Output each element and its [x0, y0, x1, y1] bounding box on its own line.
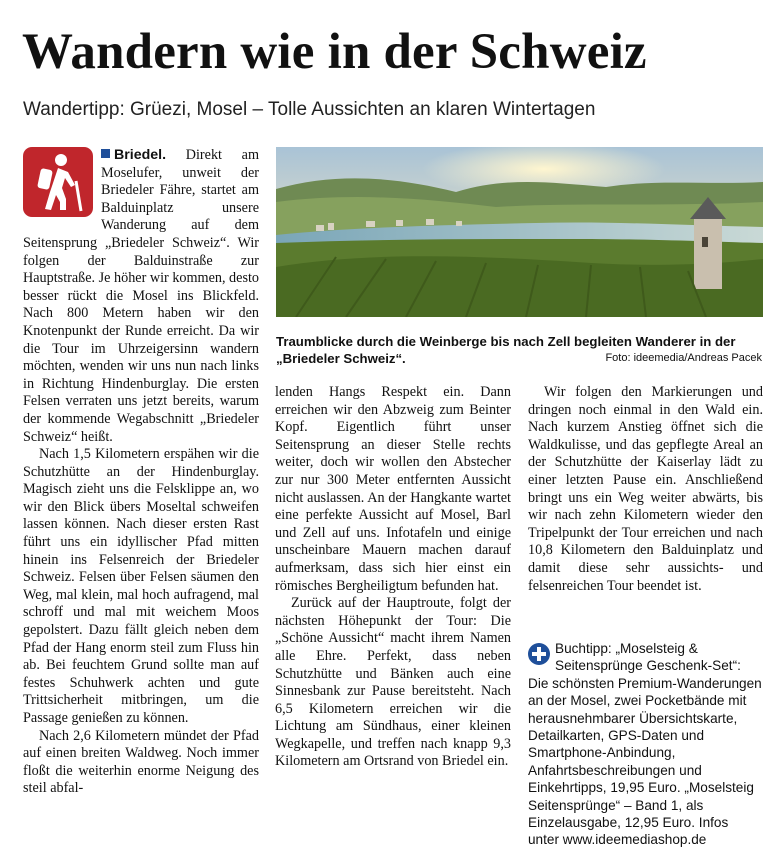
photo-credit: Foto: ideemedia/Andreas Pacek — [605, 352, 762, 364]
photo-caption: Traumblicke durch die Weinberge bis nach Zell begleiten Wanderer in der „Briedeler Schweiz“. — [276, 334, 736, 366]
paragraph: Direkt am Moselufer, unweit der Briedeler Fähre, startet am Balduinplatz unsere Wanderung auf dem Seitensprung „Briedeler Schweiz“. Wir folgen der Balduinstraße zur Hauptstraße. Je höher wir kommen, desto besser rückt die Mosel ins Blickfeld. Nach 800 Metern haben wir den Knotenpunkt der Runde erreicht. Da wir die Tour im Uhrzeigersinn wandern möchten, wenden wir uns nun nach links in Richtung Hindenburglay. Die ersten Felsen verraten uns jetzt bereits, warum der kommende Wegabschnitt „Briedeler Schweiz“ heißt. — [23, 147, 260, 445]
section-marker — [101, 149, 110, 158]
paragraph: Nach 1,5 Kilometern erspähen wir die Schutzhütte an der Hindenburglay. Magisch zieht uns die Felsklippe an, wo wir den Blick übers Moseltal schweifen lassen können. Nach dieser ersten Rast führt uns ein idyllischer Pfad mitten hinein ins Felsenreich der Briedeler Schweiz. Felsen über Felsen säumen den Weg, mal klein, mal hoch aufragend, mal schroff und mal mit weichem Moos gepolstert. Dazu fällt gleich neben dem Pfad der Hang enorm steil zum Fluss hin ab. Bei feuchtem Grund sollte man auf festes Schuhwerk achten und gute Trittsicherheit mitbringen, um die Passage genießen zu können. — [23, 446, 259, 726]
paragraph: Wir folgen den Markierungen und dringen noch einmal in den Wald ein. Nach kurzem Anstieg öffnet sich die Waldkulisse, und das gepflegte Areal an der Schutzhütte der Kaiserlay lädt zu einer letzten Pause ein. Anschließend bringt uns ein Weg weiter abwärts, bis wir nach zehn Kilometern wieder den Tripelpunkt der Tour erreichen und nach 10,8 Kilometern den Balduinplatz und damit diese sehr aussichts- und felsenreichen Tour beendet ist. — [528, 384, 763, 594]
article-column-2 — [275, 384, 511, 771]
dateline: Briedel. — [114, 147, 167, 163]
subheadline: Wandertipp: Grüezi, Mosel – Tolle Aussichten an klaren Wintertagen — [23, 99, 596, 120]
paragraph: Nach 2,6 Kilometern mündet der Pfad auf einen breiten Waldweg. Noch immer floßt die weiterhin enorme Neigung des steil abfal- — [23, 727, 259, 797]
vineyard-photo — [276, 147, 763, 317]
article-column-1 — [23, 147, 259, 798]
paragraph: Zurück auf der Hauptroute, folgt der nächsten Höhepunkt der Tour: Die „Schöne Aussicht“ macht ihrem Namen alle Ehre. Perfekt, dass neben Schutzhütte und Bänken auch eine Sinnesbank zur Pause bereitsteht. Nach 6,5 Kilometern erreichen wir die Lichtung am Sündhaus, einer kleinen Wegkapelle, und treffen nach knapp 9,3 Kilometern am Ortsrand von Briedel ein. — [275, 595, 511, 770]
hiker-icon — [23, 147, 93, 217]
plus-circle-icon — [528, 643, 550, 665]
book-tip — [528, 640, 763, 849]
book-tip-text: Buchtipp: „Moselsteig & Seitensprünge Geschenk-Set“: Die schönsten Premium-Wanderungen an der Mosel, zwei Pocketbände mit herausnehmbarer Übersichtskarte, Detailkarten, GPS-Daten und Smartphone-Anbindung, Anfahrtsbeschreibungen und Einkehrtipps, 19,95 Euro. „Moselsteig Seitensprünge“ – Band 1, als Einzelausgabe, 12,95 Euro. Infos unter www.ideemediashop.de — [528, 641, 762, 848]
article-column-3 — [528, 384, 763, 595]
headline: Wandern wie in der Schweiz — [22, 24, 647, 80]
paragraph: lenden Hangs Respekt ein. Dann erreichen wir den Abzweig zum Beinter Kopf. Eigentlich führt unser Seitensprung an dieser Stelle rechts weiter, doch wir wollen den Abstecher zur nur 300 Meter entfernten Aussicht nicht auslassen. An der Hangkante wartet eine perfekte Aussicht auf Mosel, Barl und Zell auf uns. Infotafeln und einige unscheinbare Mauern machen darauf aufmerksam, dass sich hier einst ein römisches Bergheiligtum befunden hat. — [275, 384, 511, 594]
